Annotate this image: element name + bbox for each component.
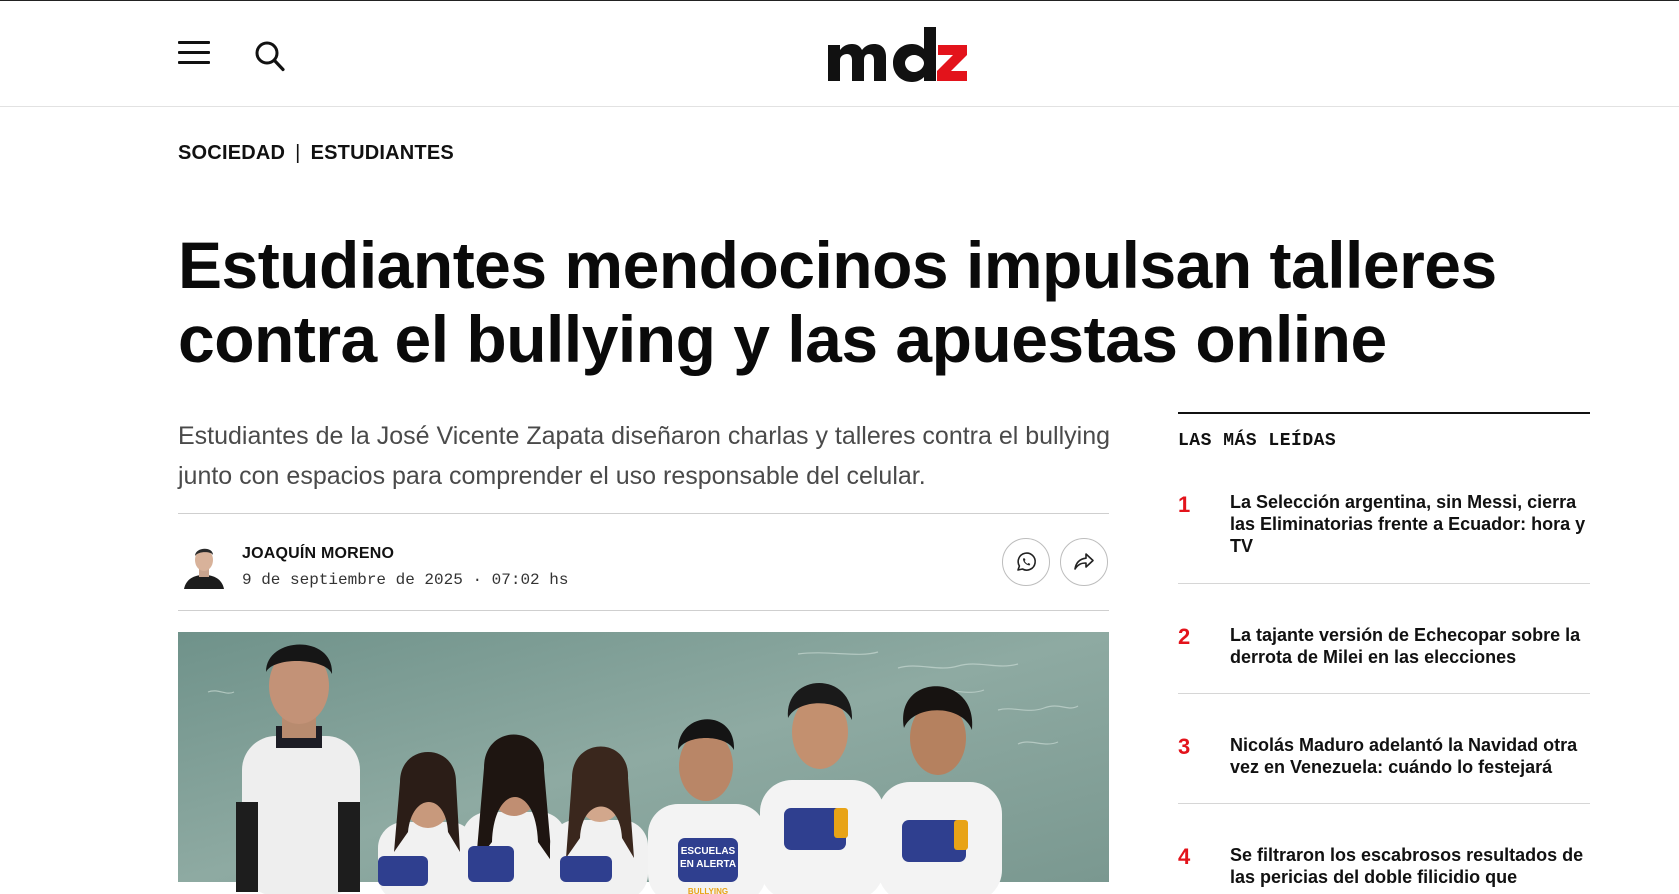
article-headline: Estudiantes mendocinos impulsan talleres contra el bullying y las apuestas online [178,228,1497,376]
most-read-item-4[interactable] [1178,804,1590,894]
most-read-link[interactable]: Se filtraron los escabrosos resultados de las pericias del doble filicidio que [1230,845,1584,887]
author-bar [178,513,1109,611]
article-summary: Estudiantes de la José Vicente Zapata diseñaron charlas y talleres contra el bullying junto con espacios para comprender el uso responsable del celular. [178,422,1111,490]
breadcrumb-section-link[interactable]: SOCIEDAD [178,142,286,164]
whatsapp-share-button[interactable] [1002,538,1050,586]
site-header [0,1,1679,107]
most-read-link[interactable]: Nicolás Maduro adelantó la Navidad otra vez en Venezuela: cuándo lo festejará [1230,735,1578,777]
most-read-number: 4 [1178,844,1191,869]
breadcrumb-tag-link[interactable]: ESTUDIANTES [310,142,454,164]
most-read-item-1[interactable] [1178,474,1590,584]
most-read-item-2[interactable] [1178,584,1590,694]
most-read-number: 1 [1178,492,1191,517]
share-icon [1073,552,1095,572]
share-button[interactable] [1060,538,1108,586]
search-icon[interactable] [254,39,286,73]
breadcrumb [178,142,454,165]
article-hero-image [178,632,1109,894]
most-read-link[interactable]: La Selección argentina, sin Messi, cierra las Eliminatorias frente a Ecuador: hora y TV [1230,492,1586,556]
author-avatar[interactable] [182,541,226,589]
hamburger-menu-icon[interactable] [178,41,212,67]
shirt-logo-text: ESCUELAS [680,846,736,857]
breadcrumb-separator: | [295,142,301,164]
shirt-logo-text-3: BULLYING [687,887,729,894]
most-read-item-3[interactable] [1178,694,1590,804]
publish-date: 9 de septiembre de 2025 · 07:02 hs [242,571,569,589]
whatsapp-icon [1015,551,1037,573]
mdz-logo[interactable] [826,19,968,89]
author-name[interactable]: JOAQUÍN MORENO [242,545,395,562]
most-read-number: 2 [1178,624,1191,649]
most-read-link[interactable]: La tajante versión de Echecopar sobre la derrota de Milei en las elecciones [1230,625,1581,667]
shirt-logo-text-2: EN ALERTA [679,859,737,870]
most-read-number: 3 [1178,734,1191,759]
most-read-title: LAS MÁS LEÍDAS [1178,431,1337,451]
most-read-divider [1178,412,1590,414]
